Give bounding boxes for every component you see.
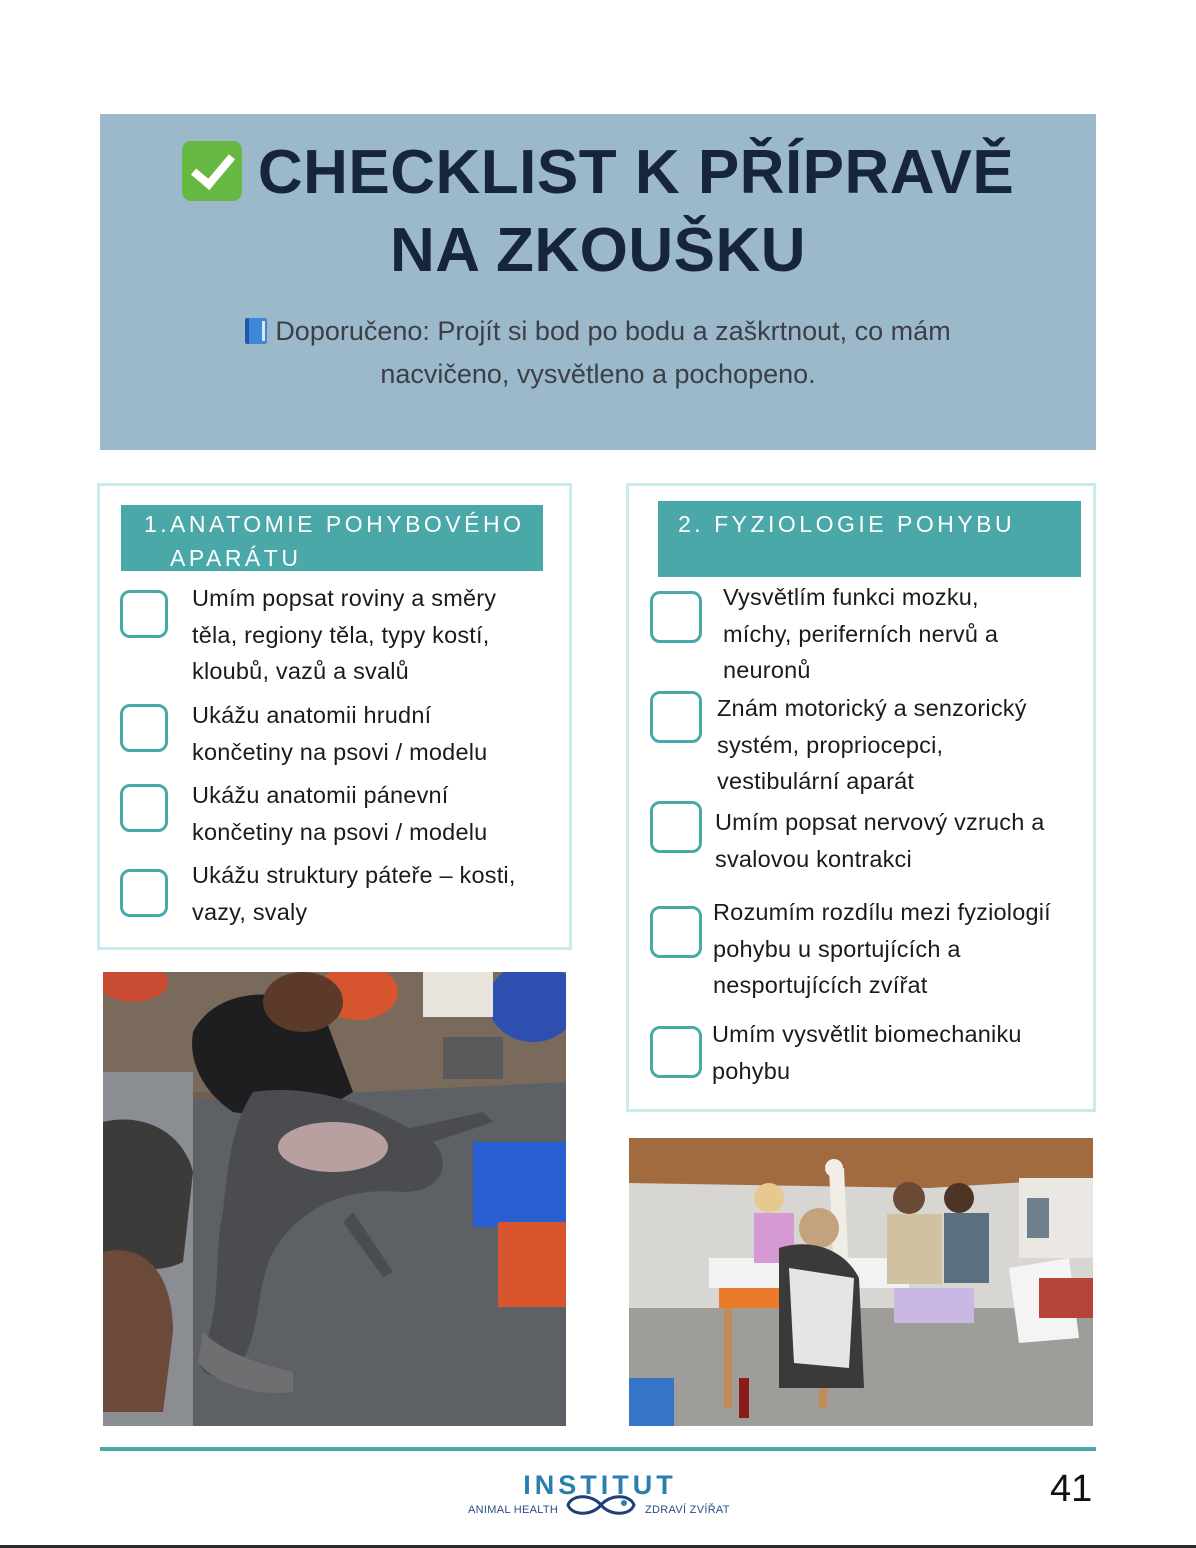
checklist-item: Umím popsat roviny a směry těla, regiony těla, typy kostí, kloubů, vazů a svalů [192, 585, 497, 684]
title-line-1: CHECKLIST K PŘÍPRAVĚ [257, 138, 1015, 207]
checkbox[interactable] [120, 784, 168, 832]
checkbox[interactable] [120, 590, 168, 638]
section-anatomy [97, 483, 572, 950]
page-title [100, 134, 1096, 290]
checkbox[interactable] [120, 869, 168, 917]
checklist-item: Ukážu struktury páteře – kosti, vazy, svaly [192, 862, 516, 925]
checkbox[interactable] [650, 1026, 702, 1078]
section-physiology [626, 483, 1096, 1112]
checkbox[interactable] [650, 691, 702, 743]
checkbox[interactable] [650, 906, 702, 958]
title-line-2: NA ZKOUŠKU [389, 216, 807, 285]
checkbox[interactable] [120, 704, 168, 752]
checklist-item: Znám motorický a senzorický systém, propriocepci, vestibulární aparát [717, 695, 1027, 794]
checklist-item: Ukážu anatomii hrudní končetiny na psovi / modelu [192, 702, 488, 765]
subtitle-text: Doporučeno: Projít si bod po bodu a zaškrtnout, co mám nacvičeno, vysvětleno a pochopeno. [275, 316, 951, 389]
logo-title: INSTITUT [523, 1470, 677, 1500]
section-heading [658, 501, 1081, 577]
institut-logo [440, 1470, 760, 1530]
page-number: 41 [1050, 1468, 1093, 1510]
logo-subtitle-right: ZDRAVÍ ZVÍŘAT [645, 1504, 730, 1516]
checklist-item: Rozumím rozdílu mezi fyziologií pohybu u sportujících a nesportujících zvířat [713, 899, 1051, 998]
section-heading [121, 505, 543, 571]
header-banner [100, 114, 1096, 450]
section-number: 1. [144, 511, 171, 537]
checkbox[interactable] [650, 591, 702, 643]
subtitle [220, 310, 976, 396]
checklist-item: Vysvětlím funkci mozku, míchy, periferních nervů a neuronů [723, 584, 999, 683]
checkbox[interactable] [650, 801, 702, 853]
footer-divider [100, 1447, 1096, 1451]
checklist-item: Ukážu anatomii pánevní končetiny na psovi / modelu [192, 782, 488, 845]
logo-subtitle-left: ANIMAL HEALTH [468, 1504, 559, 1516]
checklist-item: Umím vysvětlit biomechaniku pohybu [712, 1021, 1022, 1084]
check-icon [182, 141, 242, 201]
section-title: ANATOMIE POHYBOVÉHO APARÁTU [170, 511, 525, 571]
infinity-logo-icon [562, 1492, 640, 1518]
photo-greyhound-on-mat [103, 972, 566, 1426]
photo-students-with-skeleton [629, 1138, 1093, 1426]
checklist-item: Umím popsat nervový vzruch a svalovou kontrakci [715, 809, 1045, 872]
section-title: 2. FYZIOLOGIE POHYBU [678, 511, 1016, 537]
book-icon [245, 318, 267, 344]
